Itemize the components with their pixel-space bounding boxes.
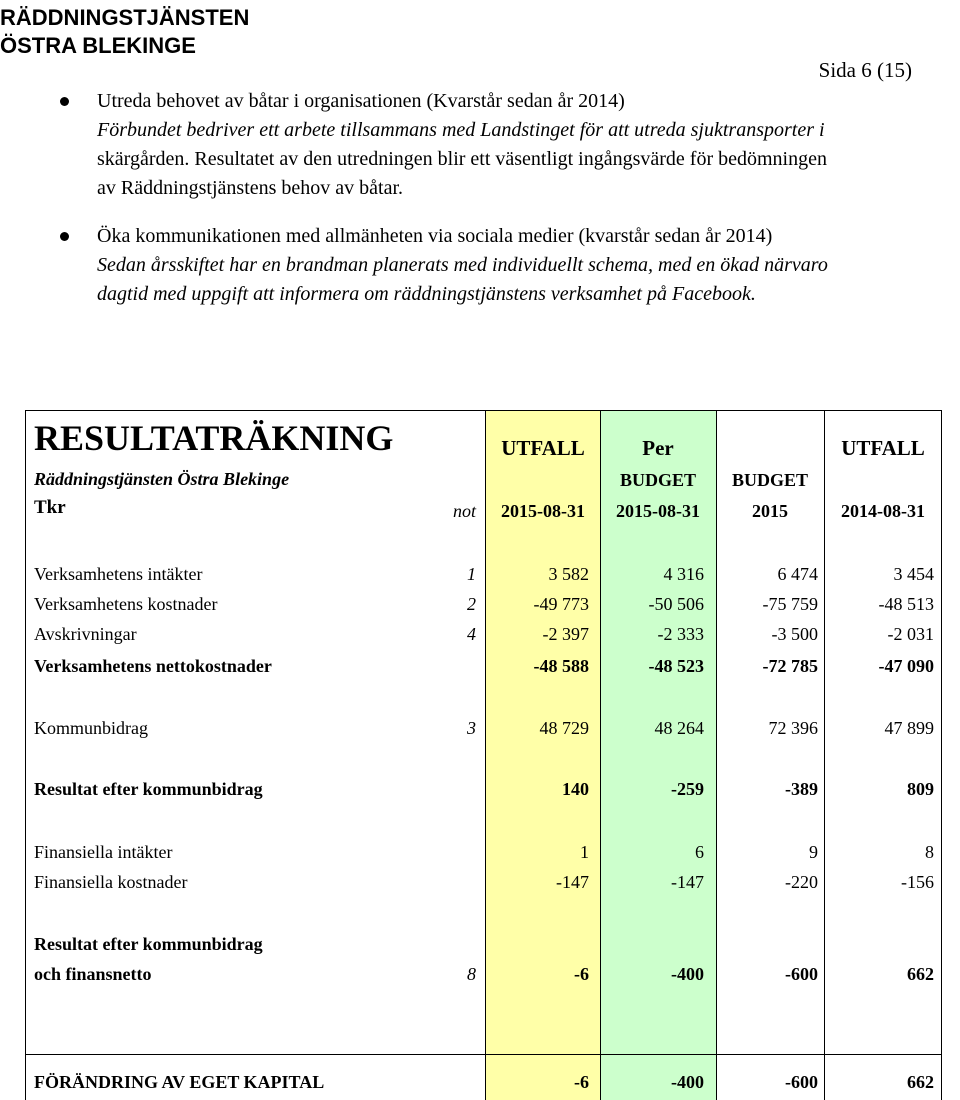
row-value: 3 454: [893, 564, 934, 584]
bullet-dot-icon: [60, 232, 69, 241]
row-label: Verksamhetens intäkter: [34, 564, 203, 584]
organization-name-line2: ÖSTRA BLEKINGE: [0, 33, 196, 58]
row-value: -75 759: [762, 594, 818, 614]
row-value: 662: [907, 1072, 934, 1092]
row-note: 3: [467, 718, 476, 738]
organization-name: [0, 4, 249, 60]
col-header-budget: BUDGET: [731, 470, 809, 490]
row-value: 809: [907, 779, 934, 799]
bullet-item-social-media: [97, 222, 957, 309]
col-header-date: 2014-08-31: [841, 501, 925, 521]
row-value: 9: [809, 842, 818, 862]
row-value: -48 588: [533, 656, 589, 676]
organization-name-line1: RÄDDNINGSTJÄNSTEN: [0, 5, 250, 30]
row-value: -2 031: [887, 624, 934, 644]
row-label: Resultat efter kommunbidrag: [34, 934, 263, 954]
row-note: 1: [467, 564, 476, 584]
row-value: -389: [785, 779, 818, 799]
row-value: -49 773: [533, 594, 589, 614]
row-value: -48 513: [878, 594, 934, 614]
row-value: -6: [574, 964, 589, 984]
row-label: Finansiella kostnader: [34, 872, 188, 892]
row-value: 662: [907, 964, 934, 984]
col-header-per: Per: [642, 436, 674, 460]
row-value: -2 333: [657, 624, 704, 644]
row-note: 4: [467, 624, 476, 644]
row-value: -6: [574, 1072, 589, 1092]
row-label: FÖRÄNDRING AV EGET KAPITAL: [34, 1072, 325, 1092]
col-header-utfall: UTFALL: [501, 436, 585, 460]
row-label: Verksamhetens kostnader: [34, 594, 218, 614]
row-value: 140: [562, 779, 589, 799]
unit-label: Tkr: [34, 497, 66, 518]
row-value: -600: [785, 1072, 818, 1092]
row-note: 8: [467, 964, 476, 984]
separator-line: [26, 1054, 941, 1055]
row-label: Resultat efter kommunbidrag: [34, 779, 263, 799]
row-value: -47 090: [878, 656, 934, 676]
row-value: 47 899: [884, 718, 934, 738]
row-value: -147: [556, 872, 589, 892]
col-header-utfall-prev: UTFALL: [841, 436, 925, 460]
col-header-date: 2015-08-31: [616, 501, 700, 521]
bullet-dot-icon: [60, 97, 69, 106]
row-value: 4 316: [663, 564, 704, 584]
row-value: 8: [925, 842, 934, 862]
bullet-heading: Utreda behovet av båtar i organisationen (Kvarstår sedan år 2014): [97, 90, 625, 112]
table-title: RESULTATRÄKNING: [34, 418, 394, 458]
row-value: 6 474: [777, 564, 818, 584]
row-value: 1: [580, 842, 589, 862]
row-value: 48 264: [654, 718, 704, 738]
row-value: -220: [785, 872, 818, 892]
row-value: -50 506: [648, 594, 704, 614]
col-header-date: 2015-08-31: [501, 501, 585, 521]
row-value: -72 785: [762, 656, 818, 676]
row-value: 48 729: [539, 718, 589, 738]
row-label: Kommunbidrag: [34, 718, 148, 738]
row-value: -400: [671, 964, 704, 984]
page-number: Sida 6 (15): [818, 58, 912, 82]
bullet-body-line: Förbundet bedriver ett arbete tillsammans med Landstinget för att utreda sjuktransporter i: [97, 119, 825, 141]
row-value: -3 500: [771, 624, 818, 644]
row-value: -400: [671, 1072, 704, 1092]
row-value: 6: [695, 842, 704, 862]
row-value: -147: [671, 872, 704, 892]
bullet-heading: Öka kommunikationen med allmänheten via sociala medier (kvarstår sedan år 2014): [97, 225, 773, 247]
row-note: 2: [467, 594, 476, 614]
row-label: Verksamhetens nettokostnader: [34, 656, 272, 676]
row-value: -156: [901, 872, 934, 892]
row-label-line2: och finansnetto: [34, 964, 152, 984]
bullet-body-line: av Räddningstjänstens behov av båtar.: [97, 177, 404, 199]
row-value: -2 397: [542, 624, 589, 644]
row-value: -259: [671, 779, 704, 799]
row-value: -48 523: [648, 656, 704, 676]
row-value: -600: [785, 964, 818, 984]
bullet-item-boats: [97, 87, 957, 203]
not-column-header: not: [452, 501, 476, 521]
income-statement-table: [25, 410, 942, 1100]
row-label: Finansiella intäkter: [34, 842, 173, 862]
col-header-budget: BUDGET: [619, 470, 697, 490]
row-value: 3 582: [548, 564, 589, 584]
table-subtitle: Räddningstjänsten Östra Blekinge: [34, 469, 290, 489]
row-label: Avskrivningar: [34, 624, 137, 644]
col-header-year: 2015: [752, 501, 788, 521]
bullet-body-line: skärgården. Resultatet av den utredningen blir ett väsentligt ingångsvärde för bedömningen: [97, 148, 827, 170]
row-value: 72 396: [768, 718, 818, 738]
bullet-body-line: dagtid med uppgift att informera om räddningstjänstens verksamhet på Facebook.: [97, 283, 756, 305]
bullet-body-line: Sedan årsskiftet har en brandman planerats med individuellt schema, med en ökad närvaro: [97, 254, 828, 276]
